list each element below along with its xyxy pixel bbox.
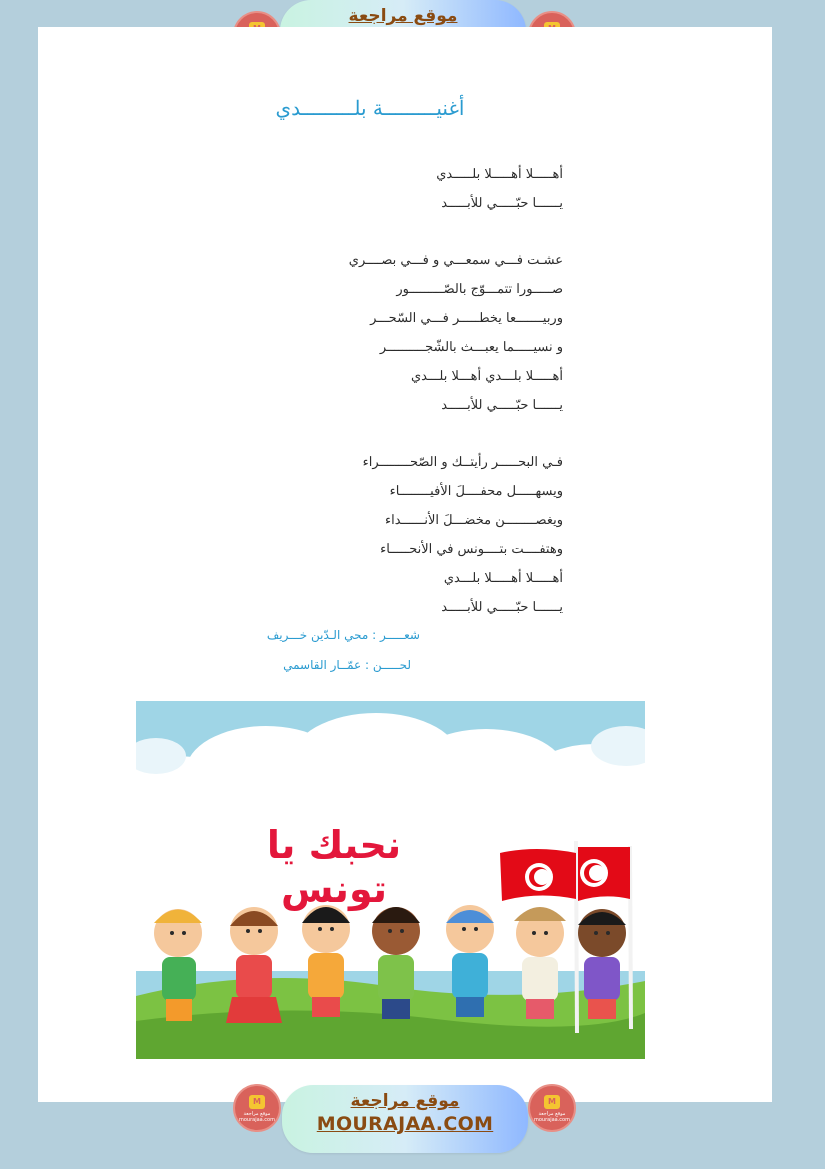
verse-line: ويغصــــــــن مخضـــلَ الأنــــــداء bbox=[384, 513, 563, 528]
footer-badge-left bbox=[233, 1084, 281, 1132]
verse-line: يــــــا حبّـــــي للأبـــــد bbox=[441, 196, 563, 211]
site-name-arabic[interactable]: موقع مراجعة bbox=[350, 1091, 460, 1111]
verse-line: يــــــا حبّـــــي للأبـــــد bbox=[441, 398, 563, 413]
verse-line: صـــــورا تتمـــوّج بالصّـــــــــور bbox=[396, 282, 563, 297]
verse-line: ويسهـــــل محفــــلَ الأفيــــــــاء bbox=[389, 484, 563, 499]
verse-line: فـي البحـــــر رأيتــك و الصّحــــــــراء bbox=[362, 455, 563, 470]
footer-banner[interactable] bbox=[282, 1085, 528, 1153]
site-name-arabic[interactable]: موقع مراجعة bbox=[348, 6, 458, 26]
verse-line: و نسيـــــما يعبـــث بالشّجــــــــــر bbox=[379, 340, 563, 355]
verse-line: وربيـــــــعا يخطـــــر فـــي السّحـــر bbox=[370, 311, 563, 326]
verse-line: يــــــا حبّـــــي للأبـــــد bbox=[441, 600, 563, 615]
kids-illustration bbox=[136, 701, 645, 1059]
song-title: أغنيـــــــــة بلـــــــــدي bbox=[275, 96, 465, 120]
badge-text: موقع مراجعة mourajaa.com bbox=[238, 1111, 275, 1123]
verse-line: وهتفــــت بتــــونس في الأنحـــــاء bbox=[380, 542, 563, 557]
verse-line: أهـــــلا أهـــــلا بلـــدي bbox=[443, 571, 563, 586]
verse-line: عشـت فـــي سمعـــي و فـــي بصــــري bbox=[348, 253, 563, 268]
composer-credit: لحـــــن : عمّــار القاسمي bbox=[283, 658, 411, 672]
footer-badge-right bbox=[528, 1084, 576, 1132]
verse-line: أهـــــلا أهـــــلا بلـــــدي bbox=[436, 167, 563, 182]
badge-text: موقع مراجعة mourajaa.com bbox=[533, 1111, 570, 1123]
logo-icon: M bbox=[544, 1095, 560, 1109]
site-name-english[interactable]: MOURAJAA.COM bbox=[316, 1113, 494, 1135]
song-verses bbox=[243, 160, 563, 622]
logo-icon: M bbox=[249, 1095, 265, 1109]
verse-line: أهـــــلا بلـــدي أهـــلا بلـــدي bbox=[410, 369, 563, 384]
poet-credit: شعـــــر : محي الـدّين خـــريف bbox=[266, 628, 420, 642]
illustration-caption: نحبك يا تونس bbox=[266, 823, 402, 911]
